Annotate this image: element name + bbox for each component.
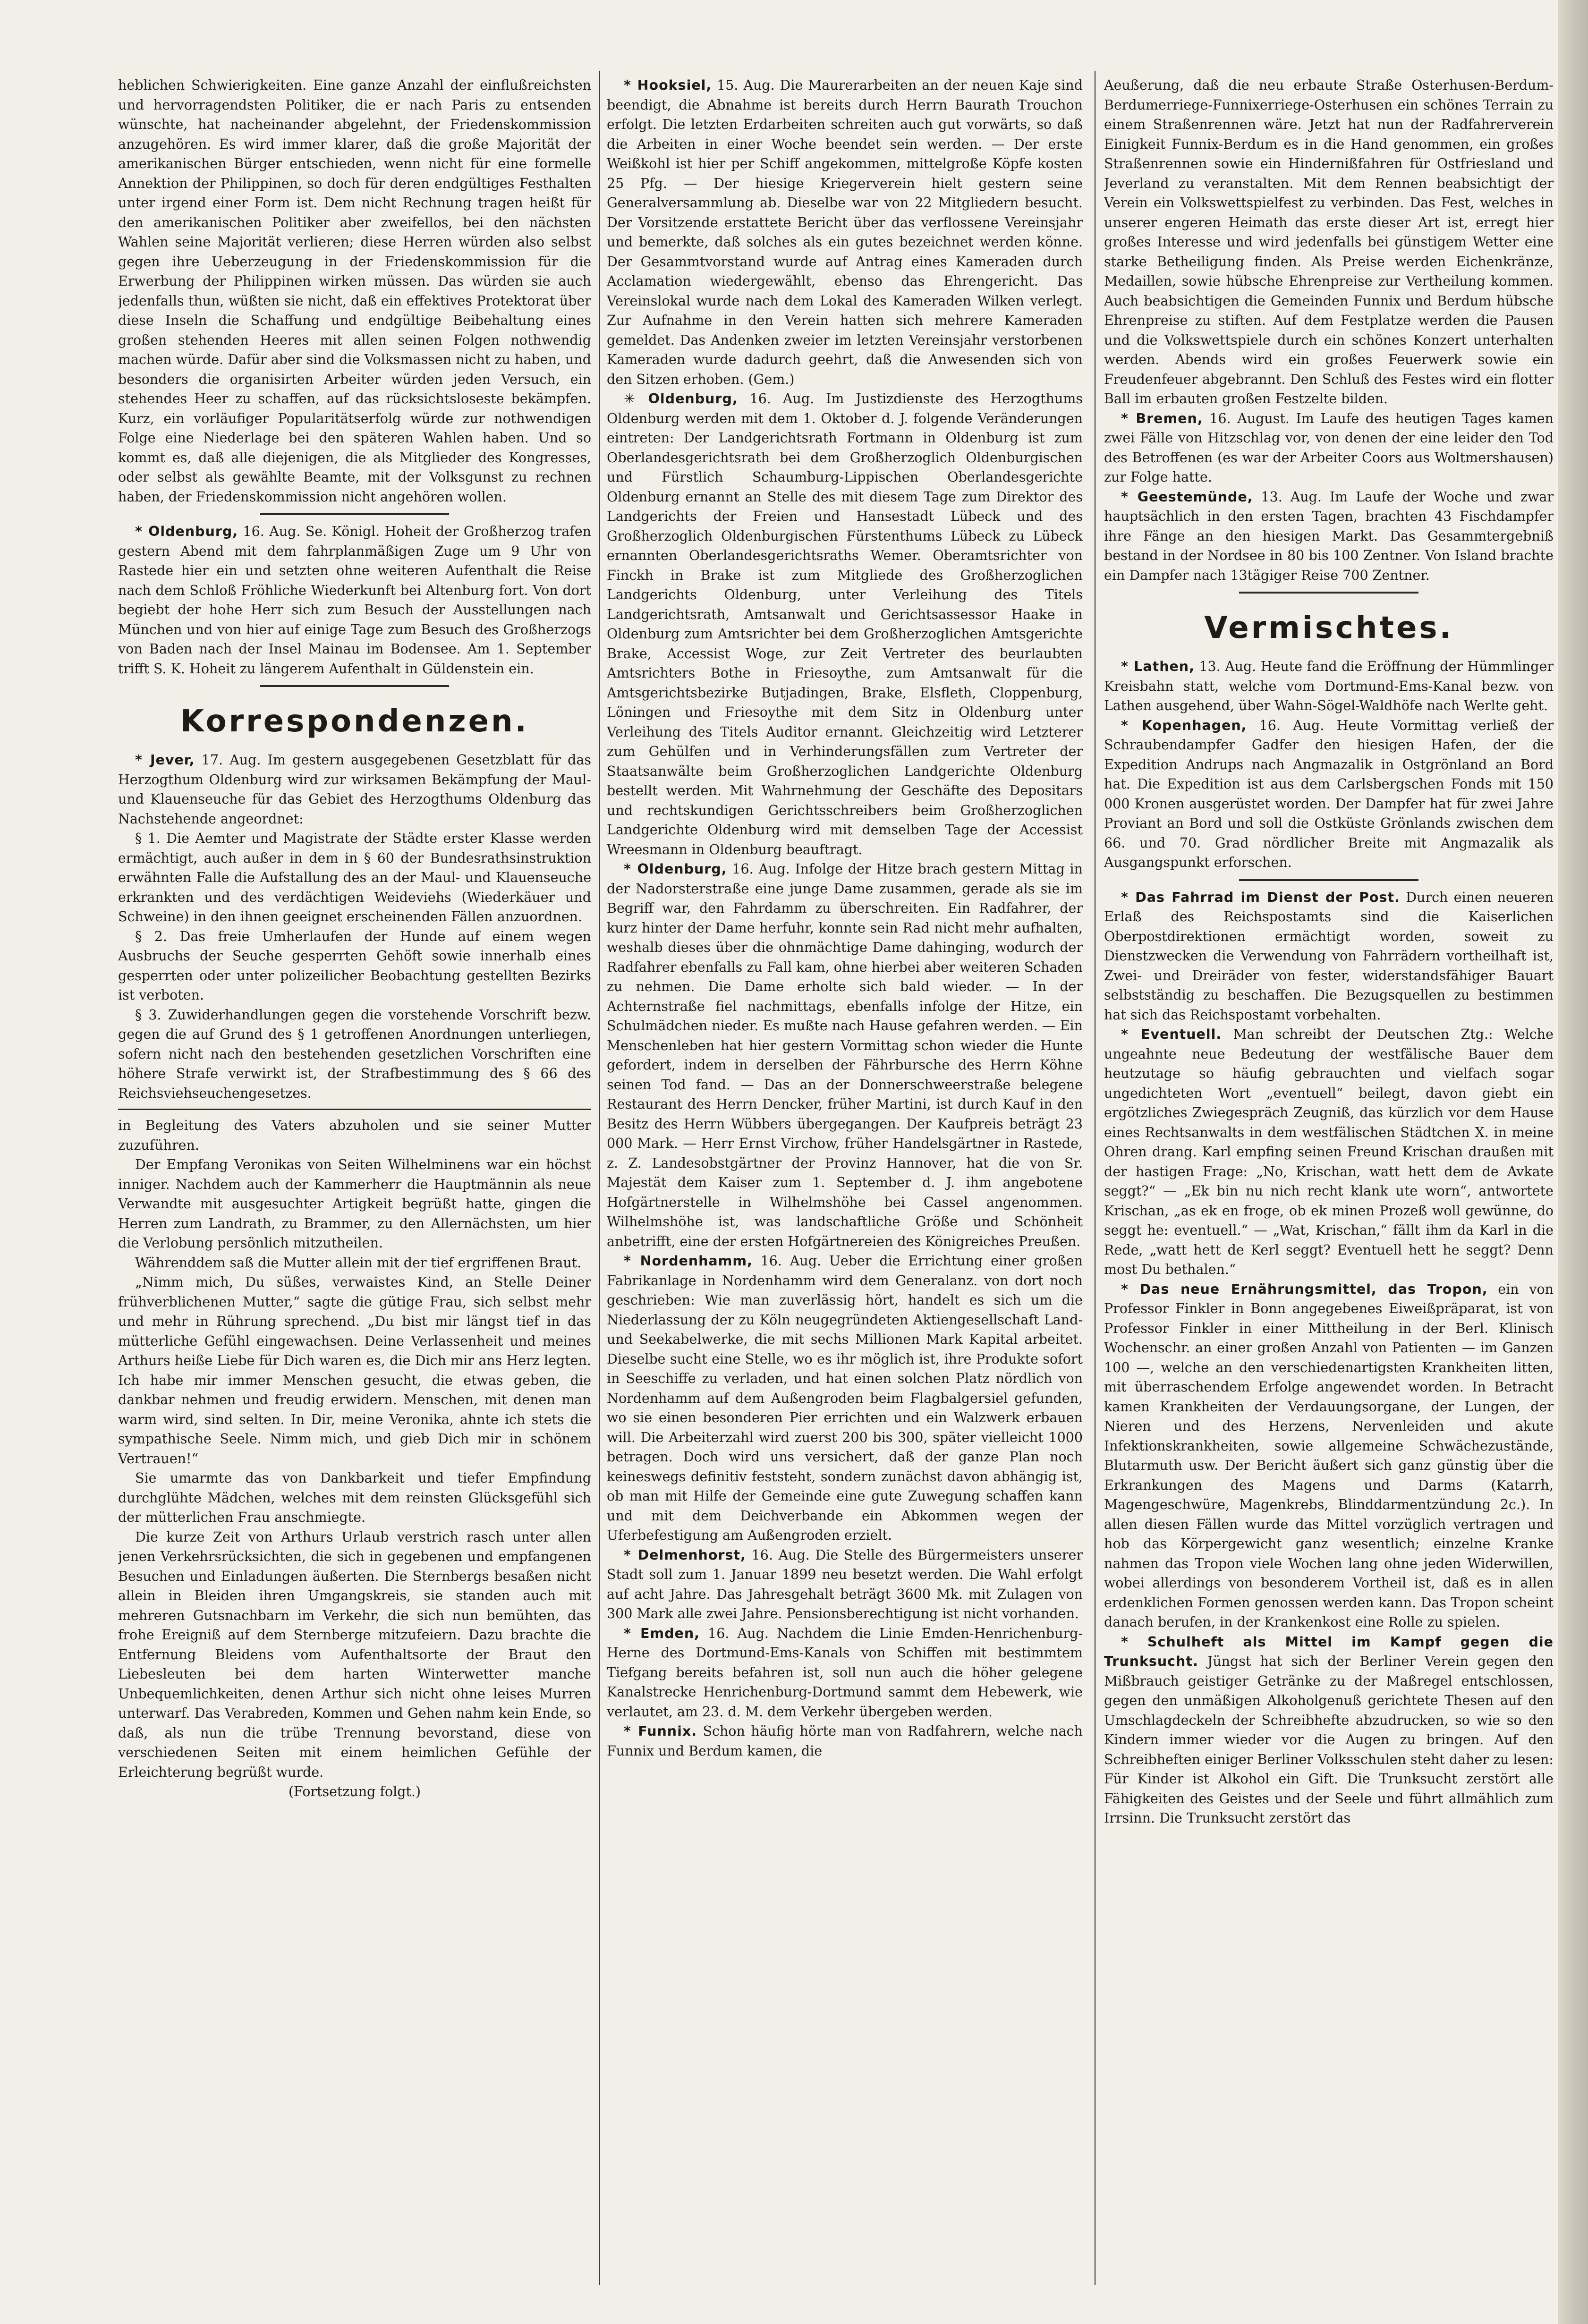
article-geestemuende (1104, 487, 1554, 585)
novel-paragraph: Währenddem saß die Mutter allein mit der tief ergriffenen Braut. (135, 1255, 582, 1271)
divider (1239, 592, 1419, 594)
article-lathen (1104, 657, 1554, 716)
article-body: Schon häufig hörte man von Radfahrern, welche nach Funnix und Berdum kamen, die (607, 1723, 1083, 1759)
paragraph-section-3: § 3. Zuwiderhandlungen gegen die vorstehende Vorschrift bezw. gegen die auf Grund des § 1 getroffenen Anordnungen unterliegen, sofern nicht nach den bestehenden gesetzlichen Vorschriften eine höhere Strafe verwirkt ist, der Strafbestimmung des § 66 des Reichsviehseuchengesetzes. (118, 1007, 591, 1101)
section-heading-vermischtes: Vermischtes. (1204, 611, 1453, 645)
paragraph-section-2: § 2. Das freie Umherlaufen der Hunde auf einem wegen Ausbruchs der Seuche gesperrten Gehöft sowie innerhalb eines gesperrten oder unter polizeilicher Beobachtung gestellten Bezirks ist verboten. (118, 928, 591, 1003)
column-left (118, 76, 591, 2281)
divider (260, 513, 450, 515)
dateline-oldenburg: * Oldenburg, (624, 861, 727, 877)
article-delmenhorst (607, 1545, 1083, 1624)
article-body: 15. Aug. Die Maurerarbeiten an der neuen Kaje sind beendigt, die Abnahme ist bereits durch Herrn Baurath Trouchon erfolgt. Die letzten Erdarbeiten schreiten auch gut vorwärts, so daß die Arbeiten in einer Woche beendet sein werden. — Der erste Weißkohl ist hier per Schiff angekommen, mittelgroße Köpfe kosten 25 Pfg. — Der hiesige Kriegerverein hielt gestern seine Generalversammlung ab. Dieselbe war von 22 Mitgliedern besucht. Der Vorsitzende erstattete Bericht über das verflossene Vereinsjahr und bemerkte, daß solches als ein gutes bezeichnet werden könne. Der Gesammtvorstand wurde auf Antrag eines Kameraden durch Acclamation wiedergewählt, ebenso das Ehrengericht. Das Vereinslokal wurde nach dem Lokal des Kameraden Wilken verlegt. Zur Aufnahme in den Verein hatten sich mehrere Kameraden gemeldet. Das Andenken zweier im letzten Vereinsjahr verstorbenen Kameraden wurde dadurch geehrt, daß die Anwesenden sich von den Sitzen erhoben. (Gem.) (607, 77, 1083, 387)
column-right (1104, 76, 1554, 2281)
dateline-funnix: * Funnix. (624, 1723, 697, 1739)
article-body: 16. Aug. Heute Vormittag verließ der Schraubendampfer Gadfer den hiesigen Hafen, der die Expedition Andrups nach Angmazalik in Ostgrönland an Bord hat. Die Expedition ist aus dem Carlsbergschen Fonds mit 150 000 Kronen ausgerüstet worden. Der Dampfer hat für zwei Jahre Proviant an Bord und soll die Ostküste Grönlands zwischen dem 66. und 70. Grad nördlicher Breite mit Angmazalik als Ausgangspunkt erforschen. (1104, 717, 1554, 870)
article-body: 16. August. Im Laufe des heutigen Tages kamen zwei Fälle von Hitzschlag vor, von denen der eine leider den Tod des Betroffenen (es war der Arbeiter Coors aus Woltmershausen) zur Folge hatte. (1104, 410, 1554, 485)
page-edge-shadow (1558, 0, 1588, 2324)
article-body: 13. Aug. Heute fand die Eröffnung der Hümmlinger Kreisbahn statt, welche vom Dortmund-Ems-Kanal bezw. von Lathen ausgehend, über Wahn-Sögel-Waldhöfe nach Werlte geht. (1104, 659, 1554, 713)
dateline-hooksiel: * Hooksiel, (624, 77, 712, 93)
article-body: Durch einen neueren Erlaß des Reichspostamts sind die Kaiserlichen Oberpostdirektionen ermächtigt worden, soweit zu Dienstzwecken die Verwendung von Fahrrädern vortheilhaft ist, Zwei- und Dreiräder von fester, widerstandsfähiger Bauart selbstständig zu beschaffen. Die Bezugsquellen zu bestimmen hat sich das Reichspostamt vorbehalten. (1104, 889, 1554, 1023)
article-schulheft (1104, 1632, 1554, 1828)
article-fahrrad-post (1104, 888, 1554, 1025)
article-oldenburg-justice (607, 389, 1083, 859)
article-body: 17. Aug. Im gestern ausgegebenen Gesetzblatt für das Herzogthum Oldenburg wird zur wirksamen Bekämpfung der Maul- und Klauenseuche für das Gebiet des Herzogthums Oldenburg das Nachstehende angeordnet: (118, 752, 591, 827)
article-title: * Schulheft als Mittel im Kampf gegen die Trunksucht. (1104, 1634, 1554, 1669)
article-body: 13. Aug. Im Laufe der Woche und zwar hauptsächlich in den ersten Tagen, brachten 43 Fischdampfer ihre Fänge an den hiesigen Markt. Das Gesammtergebniß bestand in der Nordsee in 80 bis 100 Zentner. Von Island brachte ein Dampfer nach 13tägiger Reise 700 Zentner. (1104, 489, 1554, 583)
dateline-nordenhamm: * Nordenhamm, (624, 1253, 753, 1269)
article-funnix (607, 1722, 1083, 1761)
article-tropon (1104, 1280, 1554, 1632)
dateline-kopenhagen: * Kopenhagen, (1121, 717, 1247, 733)
divider (1239, 879, 1419, 881)
article-emden (607, 1624, 1083, 1722)
article-oldenburg-heat (607, 859, 1083, 1251)
article-title: * Das Fahrrad im Dienst der Post. (1121, 889, 1400, 905)
article-philippines-continued: heblichen Schwierigkeiten. Eine ganze Anzahl der einflußreichsten und hervorragendsten Politiker, die er nach Paris zu entsenden wünschte, hat nacheinander abgelehnt, der Friedenskommission anzugehören. Es wird immer klarer, daß die große Majorität der amerikanischen Bürger entschieden, wenn nicht für eine formelle Annektion der Philippinen, so doch für deren endgültiges Festhalten unter irgend einer Form ist. Dem nicht Rechnung tragen heißt für den amerikanischen Politiker aber zweifellos, bei den nächsten Wahlen seine Majorität verlieren; diese Herren würden also selbst gegen ihre Ueberzeugung in der Friedenskommission für die Erwerbung der Philippinen wirken müssen. Das würden sie auch jedenfalls thun, wüßten sie nicht, daß ein effektives Protektorat über diese Inseln die Schaffung und endgültige Beibehaltung eines großen stehenden Heeres mit allen seinen Folgen nothwendig machen würde. Dafür aber sind die Volksmassen nicht zu haben, und besonders die organisirten Arbeiter würden jeden Versuch, ein stehendes Heer zu schaffen, auf das rücksichtsloseste bekämpfen. Kurz, ein vorläufiger Popularitätserfolg würde zur nothwendigen Folge eine Niederlage bei den späteren Wahlen haben. Und so kommt es, daß alle diejenigen, die als Mitglieder des Kongresses, oder selbst als gewählte Beamte, mit der Volksgunst zu rechnen haben, der Friedenskommission nicht angehören wollen. (118, 77, 591, 505)
article-eventuell (1104, 1025, 1554, 1280)
article-body: 16. Aug. Se. Königl. Hoheit der Großherzog trafen gestern Abend mit dem fahrplanmäßigen Zuge um 9 Uhr von Rastede hier ein und setzten ohne weiteren Aufenthalt die Reise nach dem Schloß Fröhliche Wiederkunft bei Altenburg fort. Von dort begiebt der hohe Herr sich zum Besuch der Ausstellungen nach München und von hier auf einige Tage zum Besuch des Großherzogs von Baden nach der Insel Mainau im Bodensee. Am 1. September trifft S. K. Hoheit zu längerem Aufenthalt in Güldenstein ein. (118, 524, 591, 677)
novel-paragraph: Die kurze Zeit von Arthurs Urlaub verstrich rasch unter allen jenen Verkehrsrücksichten, die sich in gegebenen und empfangenen Besuchen und Einladungen äußerten. Die Sternbergs besaßen nicht allein in Bleiden ihren Umgangskreis, sie standen auch mit mehreren Gutsnachbarn im Verkehr, die sich nun bemühten, das frohe Ereigniß auf dem Sternberge mitzufeiern. Dazu brachte die Entfernung Bleidens vom Aufenthaltsorte der Braut den Liebesleuten bei dem harten Winterwetter manche Unbequemlichkeiten, denen Arthur sich nicht ohne leises Murren unterwarf. Das Verabreden, Kommen und Gehen nahm kein Ende, so daß, als nun die trübe Trennung bevorstand, diese von verschiedenen Seiten mit einem heimlichen Gefühle der Erleichterung begrüßt wurde. (118, 1529, 591, 1780)
dateline-delmenhorst: * Delmenhorst, (624, 1547, 746, 1563)
dateline-bremen: * Bremen, (1121, 410, 1203, 426)
novel-paragraph: in Begleitung des Vaters abzuholen und sie seiner Mutter zuzuführen. (118, 1118, 591, 1153)
article-bremen (1104, 409, 1554, 487)
feuilleton-divider (118, 1109, 591, 1110)
article-body: 16. Aug. Ueber die Errichtung einer großen Fabrikanlage in Nordenhamm wird dem Generalanz. von dort noch geschrieben: Wie man zuverlässig hört, handelt es sich um die Niederlassung der zu Köln neugegründeten Aktiengesellschaft Land- und Seekabelwerke, die mit sechs Millionen Mark Kapital arbeitet. Dieselbe sucht eine Stelle, wo es ihr möglich ist, ihre Produkte sofort in Seeschiffe zu verladen, und hat einen solchen Platz nördlich von Nordenhamm auf dem Außengroden beim Flagbalgersiel gefunden, wo sie einen besonderen Pier errichten und ein Walzwerk erbauen will. Die Arbeiterzahl wird zuerst 200 bis 300, später vielleicht 1000 betragen. Doch wird uns versichert, daß der ganze Plan noch keineswegs definitiv feststeht, sondern zunächst davon abhängig ist, ob man mit Hilfe der Gemeinde eine gute Zuwegung schaffen kann und mit dem Deichverbande ein Abkommen wegen der Uferbefestigung am Außengroden erzielt. (607, 1253, 1083, 1543)
dateline-oldenburg: * Oldenburg, (135, 524, 238, 539)
dateline-oldenburg: ✳ Oldenburg, (624, 391, 738, 407)
paragraph-section-1: § 1. Die Aemter und Magistrate der Städte erster Klasse werden ermächtigt, auch außer in dem in § 60 der Bundesrathsinstruktion erwähnten Falle die Aufstallung des an der Maul- und Klauenseuche erkrankten und des verdächtigen Weideviehs (Wiederkäuer und Schweine) in den ihnen geeignet erscheinenden Fällen anzuordnen. (118, 831, 591, 925)
article-title: * Das neue Ernährungsmittel, das Tropon, (1121, 1281, 1488, 1297)
article-oldenburg-grand-duke (118, 522, 591, 679)
article-funnix-continued: Aeußerung, daß die neu erbaute Straße Osterhusen-Berdum-Berdumerriege-Funnixerriege-Osterhusen ein schönes Terrain zu einem Straßenrennen wäre. Jetzt hat nun der Radfahrerverein Einigkeit Funnix-Berdum es in die Hand genommen, ein großes Straßenrennen sowie ein Hindernißfahren für Ostfriesland und Jeverland zu veranstalten. Mit dem Rennen beabsichtigt der Verein ein Volkswettspielfest zu verbinden. Das Fest, welches in unserer engeren Heimath das erste dieser Art ist, erregt hier großes Interesse und wird jedenfalls bei günstigem Wetter eine starke Betheiligung finden. Als Preise werden Eichenkränze, Medaillen, sowie hübsche Ehrenpreise zur Vertheilung kommen. Auch beabsichtigen die Gemeinden Funnix und Berdum hübsche Ehrenpreise zu stiften. Auf dem Festplatze werden die Pausen und die Volkswettspiele durch ein schönes Konzert unterhalten werden. Abends wird ein großes Feuerwerk sowie ein Freudenfeuer abgebrannt. Den Schluß des Festes wird ein flotter Ball im erbauten großen Festzelte bilden. (1104, 77, 1554, 407)
novel-paragraph: Der Empfang Veronikas von Seiten Wilhelminens war ein höchst inniger. Nachdem auch der Kammerherr die Hauptmännin als neue Verwandte mit ausgesuchter Artigkeit begrüßt hatte, gingen die Herren zum Landrath, zu Brammer, zu den Allernächsten, um hier die Verlobung persönlich mitzutheilen. (118, 1157, 591, 1251)
column-middle (607, 76, 1083, 2281)
dateline-jever: * Jever, (135, 752, 195, 768)
continuation-note: (Fortsetzung folgt.) (288, 1784, 421, 1799)
article-nordenhamm (607, 1251, 1083, 1545)
article-hooksiel (607, 76, 1083, 389)
novel-paragraph: Sie umarmte das von Dankbarkeit und tiefer Empfindung durchglühte Mädchen, welches mit dem reinsten Glücksgefühl sich der mütterlichen Frau anschmiegte. (118, 1470, 591, 1525)
article-title: * Eventuell. (1121, 1026, 1222, 1042)
article-body: ein von Professor Finkler in Bonn angegebenes Eiweißpräparat, ist von Professor Finkler in einer Mittheilung in der Berl. Klinisch Wochenschr. an einer großen Anzahl von Patienten — im Ganzen 100 —, welche an den verschiedenartigsten Krankheiten litten, mit überraschendem Erfolge angewendet worden. In Betracht kamen Krankheiten der Verdauungsorgane, der Lungen, der Nieren und des Herzens, Nervenleiden und akute Infektionskrankheiten, sowie allgemeine Schwächezustände, Blutarmuth usw. Der Bericht äußert sich ganz günstig über die Erkrankungen des Magens und Darms (Katarrh, Magengeschwüre, Magenkrebs, Blinddarmentzündung 2c.). In allen diesen Fällen wurde das Mittel vorzüglich vertragen und hob das Körpergewicht ganz wesentlich; einzelne Kranke nahmen das Tropon viele Wochen lang ohne jeden Widerwillen, wobei allerdings von besonderem Vortheil ist, daß es in allen erdenklichen Formen genossen werden kann. Das Tropon scheint danach berufen, in der Krankenkost eine Rolle zu spielen. (1104, 1281, 1554, 1630)
section-heading-korrespondenzen: Korrespondenzen. (180, 704, 529, 739)
column-rule-left (599, 71, 600, 2285)
article-kopenhagen (1104, 716, 1554, 873)
dateline-lathen: * Lathen, (1121, 659, 1195, 674)
article-body: Man schreibt der Deutschen Ztg.: Welche ungeahnte neue Bedeutung der westfälische Bauer dem heutzutage so häufig gebrauchten und vielfach sogar ungedichteten Wort „eventuell“ beilegt, davon giebt ein ergötzliches Zwiegespräch Zeugniß, das kürzlich vor dem Hause eines Rechtsanwalts in dem westfälischen Städtchen X. in meine Ohren drang. Karl empfing seinen Freund Krischan draußen mit der hastigen Frage: „No, Krischan, watt hett dem de Avkate seggt?“ — „Ek bin nu nich recht klank ute worn“, antwortete Krischan, „as ek en froge, ob ek minen Prozeß woll gewünne, do seggt he: eventuell.“ — „Wat, Krischan,“ fällt ihm da Karl in die Rede, „watt hett de Kerl seggt? Eventuell hett he seggt? Denn most Du bethalen.“ (1104, 1026, 1554, 1277)
article-body: 16. Aug. Nachdem die Linie Emden-Henrichenburg-Herne des Dortmund-Ems-Kanals von Schiffen mit bestimmtem Tiefgang bereits befahren ist, soll nun auch die höher gelegene Kanalstrecke Henrichenburg-Dortmund sammt dem Hebewerk, wie verlautet, am 23. d. M. dem Verkehr übergeben werden. (607, 1625, 1083, 1720)
novel-paragraph: „Nimm mich, Du süßes, verwaistes Kind, an Stelle Deiner frühverblichenen Mutter,“ sagte die gütige Frau, sich selbst mehr und mehr in Rührung sprechend. „Du bist mir längst tief in das mütterliche Gefühl eingewachsen. Deine Verlassenheit und meines Arthurs heiße Liebe für Dich waren es, die Dich mir ans Herz legten. Ich habe mir immer Menschen gesucht, die etwas geben, die dankbar nehmen und freudig erwidern. Menschen, mit denen man warm wird, sind selten. In Dir, meine Veronika, ahnte ich stets die sympathische Seele. Nimm mich, und gieb Dich mir in schönem Vertrauen!“ (118, 1274, 591, 1467)
article-body: 16. Aug. Die Stelle des Bürgermeisters unserer Stadt soll zum 1. Januar 1899 neu besetzt werden. Die Wahl erfolgt auf acht Jahre. Das Jahresgehalt beträgt 3600 Mk. mit Zulagen von 300 Mark alle zwei Jahre. Pensionsberechtigung ist nicht vorhanden. (607, 1547, 1083, 1621)
article-body: 16. Aug. Im Justizdienste des Herzogthums Oldenburg werden mit dem 1. Oktober d. J. folgende Veränderungen eintreten: Der Landgerichtsrath Fortmann in Oldenburg ist zum Oberlandesgerichtsrath bei dem Großherzoglich Oldenburgischen und Fürstlich Schaumburg-Lippischen Oberlandesgerichte Oldenburg ernannt an Stelle des mit diesem Tage zum Direktor des Landgerichts der Freien und Hansestadt Lübeck und des Großherzoglich Oldenburgischen Fürstenthums Lübeck zu Lübeck ernannten Oberlandesgerichtsraths Wemer. Oberamtsrichter von Finckh in Brake ist zum Mitgliede des Großherzoglichen Landgerichts Oldenburg, unter Verleihung des Titels Landgerichtsrath, Amtsanwalt und Gerichtsassessor Haake in Oldenburg zum Amtsrichter bei dem Großherzoglichen Amtsgerichte Brake, Accessist Woge, zur Zeit Vertreter des beurlaubten Amtsrichters Bothe in Friesoythe, zum Amtsanwalt für die Amtsgerichtsbezirke Butjadingen, Brake, Elsfleth, Cloppenburg, Löningen und Friesoythe mit dem Sitz in Oldenburg unter Verleihung des Titels Auditor ernannt. Gleichzeitig wird Letzterer zum Gehülfen und in Verhinderungsfällen zum Vertreter der Staatsanwälte beim Großherzoglichen Landgerichte Oldenburg bestellt werden. Mit Wahrnehmung der Geschäfte des Depositars und rechtskundigen Gerichtsschreibers beim Großherzoglichen Landgerichte Oldenburg wird mit demselben Tage der Accessist Wreesmann in Oldenburg beauftragt. (607, 391, 1083, 857)
article-body: 16. Aug. Infolge der Hitze brach gestern Mittag in der Nadorsterstraße eine junge Dame zusammen, gerade als sie im Begriff war, den Fahrdamm zu überschreiten. Ein Radfahrer, der kurz hinter der Dame herfuhr, konnte sein Rad nicht mehr aufhalten, weshalb dieses über die ohnmächtige Dame dahinging, wodurch der Radfahrer ebenfalls zu Fall kam, ohne hierbei aber weiteren Schaden zu nehmen. Die Dame erholte sich bald wieder. — In der Achternstraße fiel nachmittags, ebenfalls infolge der Hitze, ein Schulmädchen nieder. Es mußte nach Hause gefahren werden. — Ein Menschenleben hat hier gestern Vormittag schon wieder die Hunte gefordert, indem in derselben der Fährbursche des Herrn Köhne seinen Tod fand. — Das an der Donnerschweerstraße belegene Restaurant des Herrn Dencker, früher Martini, ist durch Kauf in den Besitz des Herrn Wübbers übergegangen. Der Kaufpreis beträgt 23 000 Mark. — Herr Ernst Virchow, früher Handelsgärtner in Rastede, z. Z. Landesobstgärtner der Provinz Hannover, hat die von Sr. Majestät dem Kaiser zum 1. September d. J. ihm angebotene Hofgärtnerstelle in Wilhelmshöhe bei Cassel angenommen. Wilhelmshöhe ist, was landschaftliche Größe und Schönheit anbetrifft, eine der ersten Hofgärtnereien des Königreiches Preußen. (607, 861, 1083, 1249)
dateline-emden: * Emden, (624, 1625, 700, 1641)
article-jever (118, 750, 591, 829)
article-body: Jüngst hat sich der Berliner Verein gegen den Mißbrauch geistiger Getränke zu der Maßregel entschlossen, gegen den unmäßigen Alkoholgenuß gerichtete Thesen auf den Umschlagdeckeln der Schreibhefte abzudrucken, so wie so den Kindern immer wieder vor die Augen zu bringen. Auf den Schreibheften einiger Berliner Volksschulen steht daher zu lesen: Für Kinder ist Alkohol ein Gift. Die Trunksucht zerstört alle Fähigkeiten des Geistes und der Seele und führt allmählich zum Irrsinn. Die Trunksucht zerstört das (1104, 1654, 1554, 1826)
dateline-geestemuende: * Geestemünde, (1121, 489, 1253, 505)
divider (260, 685, 450, 687)
